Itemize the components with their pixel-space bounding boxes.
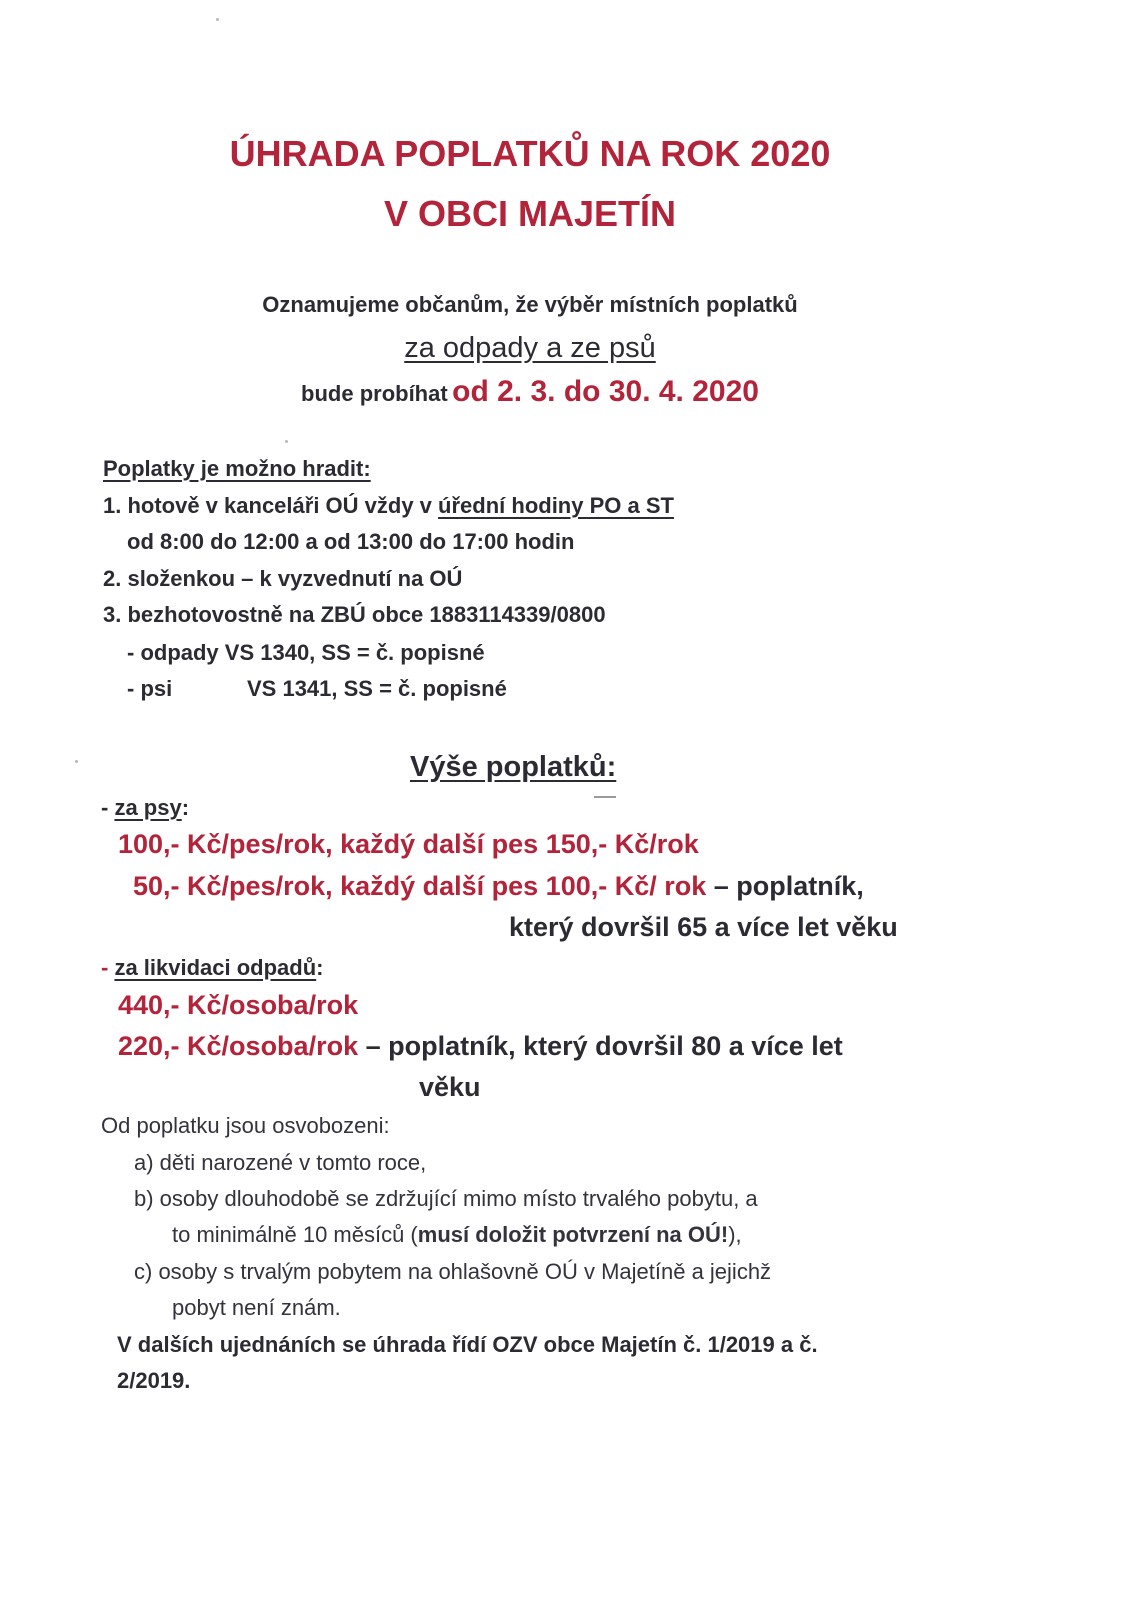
footer-regulation-line2: 2/2019. <box>117 1368 191 1393</box>
payment-item-1-text: 1. hotově v kanceláři OÚ vždy v <box>103 493 432 518</box>
footer-regulation-line1: V dalších ujednáních se úhrada řídí OZV obce Majetín č. 1/2019 a č. <box>117 1332 818 1357</box>
intro-subject-text: za odpady a ze psů <box>404 332 656 364</box>
fees-waste-rate-2-note: – poplatník, který dovršil 80 a více let <box>358 1031 843 1061</box>
intro-period-line <box>0 375 1060 409</box>
scan-mark <box>594 796 616 798</box>
fees-waste-colon: : <box>316 955 324 980</box>
payment-item-1 <box>103 493 674 519</box>
payment-sub-dogs-value: VS 1341, SS = č. popisné <box>247 676 507 701</box>
payment-heading: Poplatky je možno hradit: <box>103 456 371 481</box>
payment-item-1-hours: od 8:00 do 12:00 a od 13:00 do 17:00 hodin <box>127 529 575 554</box>
fees-dogs-colon: : <box>181 795 190 820</box>
payment-sub-dogs-label: - psi <box>127 676 173 701</box>
exemption-b-line1: b) osoby dlouhodobě se zdržující mimo místo trvalého pobytu, a <box>134 1186 758 1211</box>
exemption-b-end: ), <box>728 1222 742 1247</box>
exemption-b-requirement: musí doložit potvrzení na OÚ! <box>417 1222 729 1247</box>
scan-speck <box>75 760 78 763</box>
intro-subject <box>0 332 1060 365</box>
office-hours: úřední hodiny PO a ST <box>438 493 674 518</box>
fees-waste-rate-1: 440,- Kč/osoba/rok <box>118 990 359 1020</box>
fees-waste-rate-2-amount: 220,- Kč/osoba/rok <box>118 1031 359 1061</box>
exemption-c-line2: pobyt není znám. <box>172 1295 341 1320</box>
scan-speck <box>285 440 288 443</box>
fees-dogs-dash: - <box>101 795 115 820</box>
fees-waste-rate-2-condition: věku <box>419 1072 481 1102</box>
intro-period-dates: od 2. 3. do 30. 4. 2020 <box>452 375 759 408</box>
scan-speck <box>216 18 219 21</box>
fees-waste-label <box>101 955 324 981</box>
payment-item-3: 3. bezhotovostně na ZBÚ obce 1883114339/0800 <box>103 602 606 627</box>
fees-waste-label-text: za likvidaci odpadů <box>114 955 317 980</box>
fees-dogs-rate-1: 100,- Kč/pes/rok, každý další pes 150,- Kč/rok <box>118 829 699 859</box>
intro-text: Oznamujeme občanům, že výběr místních poplatků <box>262 292 798 317</box>
intro-period-prefix: bude probíhat <box>301 381 448 406</box>
exemption-a: a) děti narozené v tomto roce, <box>134 1150 427 1175</box>
fees-dogs-rate-2-note: – poplatník, <box>706 871 864 901</box>
fees-heading: Výše poplatků: <box>410 751 617 783</box>
fees-waste-dash: - <box>101 955 115 980</box>
payment-sub-waste: - odpady VS 1340, SS = č. popisné <box>127 640 485 665</box>
payment-item-2: 2. složenkou – k vyzvednutí na OÚ <box>103 566 463 591</box>
exemption-c-line1: c) osoby s trvalým pobytem na ohlašovně OÚ v Majetíně a jejichž <box>134 1259 772 1284</box>
notice-title-line1: ÚHRADA POPLATKŮ NA ROK 2020 <box>229 133 831 174</box>
fees-dogs-label-text: za psy <box>114 795 182 820</box>
fees-waste-rate-2 <box>118 1031 843 1062</box>
exemption-b-line2 <box>172 1222 742 1248</box>
notice-title-line2: V OBCI MAJETÍN <box>383 193 677 234</box>
fees-dogs-rate-2-condition: který dovršil 65 a více let věku <box>509 912 898 942</box>
fees-dogs-rate-2 <box>133 871 864 902</box>
fees-dogs-label <box>101 795 189 821</box>
fees-dogs-rate-2-amount: 50,- Kč/pes/rok, každý další pes 100,- Kč/ rok <box>133 871 707 901</box>
exemptions-heading: Od poplatku jsou osvobozeni: <box>101 1113 390 1138</box>
exemption-b-text: to minimálně 10 měsíců ( <box>172 1222 418 1247</box>
